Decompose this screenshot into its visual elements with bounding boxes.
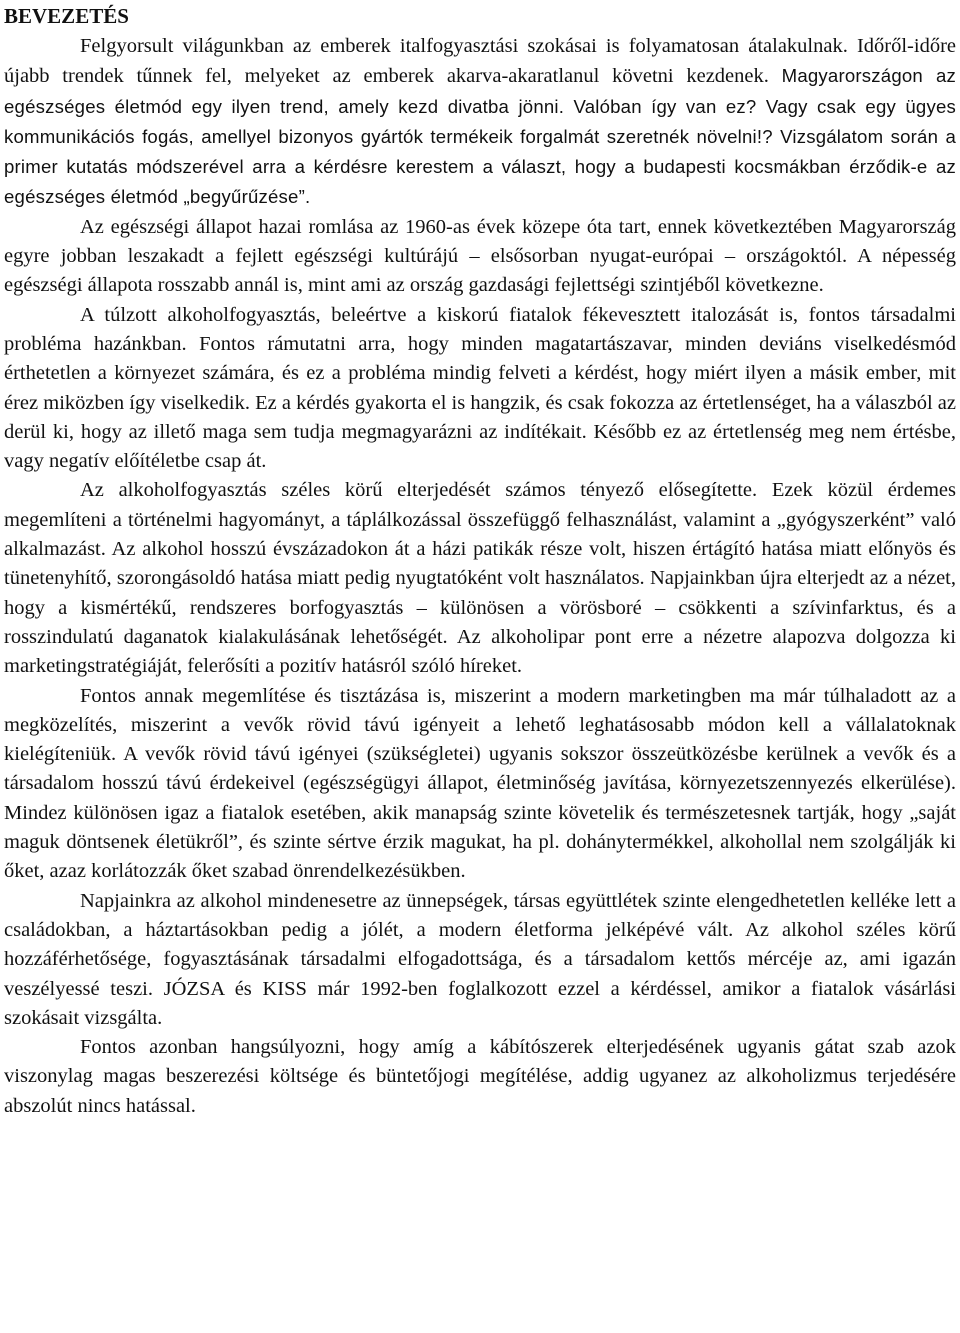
- paragraph-text: Az egészségi állapot hazai romlása az 1960-as évek közepe óta tart, ennek következtében Magyarország egyre jobban leszakadt a fejlett egészségi kultúrájú – elsősorban nyugat-európai – országoktól. A népesség egészségi állapota rosszabb annál is, mint ami az ország gazdasági fejlettségi szintjéből következne.: [4, 215, 956, 297]
- paragraph-intro: [4, 32, 956, 213]
- paragraph-alcohol-spread: [4, 476, 956, 681]
- paragraph-social-acceptance: [4, 887, 956, 1033]
- paragraph-text: Napjainkra az alkohol mindenesetre az ünnepségek, társas együttlétek szinte elengedhetetlen kelléke lett a családokban, a háztartásokban pedig a jólét, a modern életforma jelképévé vált. Az alkohol széles körű hozzáférhetősége, fogyasztásának társadalmi elfogadottsága, és a társadalom kettős mércéje az, ami igazán veszélyessé teszi. JÓZSA és KISS már 1992-ben foglalkozott ezzel a kérdéssel, amikor a fiatalok vásárlási szokásait vizsgálta.: [4, 889, 956, 1029]
- paragraph-text: Felgyorsult világunkban az emberek italfogyasztási szokásai is folyamatosan átalakulnak. Időről-időre újabb trendek tűnnek fel, melyeket az emberek akarva-akaratlanul követni kezdenek.: [4, 35, 956, 88]
- paragraph-text-sans: Magyarországon az egészséges életmód egy ilyen trend, amely kezd divatba jönni. Valóban így van ez? Vagy csak egy ügyes kommunikációs fogás, amellyel bizonyos gyártók termékeik forgalmát szeretnék növelni!? Vizsgálatom során a primer kutatás módszerével arra a kérdésre kerestem a választ, hogy a budapesti kocsmákban érződik-e az egészséges életmód „begyűrűzése”.: [4, 65, 956, 208]
- paragraph-health-status: [4, 213, 956, 301]
- paragraph-text: Az alkoholfogyasztás széles körű elterjedését számos tényező elősegítette. Ezek közül érdemes megemlíteni a történelmi hagyományt, a táplálkozással összefüggő felhasználást, valamint a „gyógyszerként” való alkalmazást. Az alkohol hosszú évszázadokon át a házi patikák része volt, hiszen értágító hatása miatt előnyös és tünetenyhítő, szorongásoldó hatása miatt pedig nyugtatóként volt használatos. Napjainkban újra elterjedt az a nézet, hogy a kismértékű, rendszeres borfogyasztás – különösen a vörösboré – csökkenti a szívinfarktus, és a rosszindulatú daganatok kialakulásának lehetőségét. Az alkoholipar pont erre a nézetre alapozva dolgozza ki marketingstratégiáját, felerősíti a pozitív hatásról szóló híreket.: [4, 479, 956, 678]
- paragraph-alcohol-problem: [4, 301, 956, 477]
- paragraph-text: A túlzott alkoholfogyasztás, beleértve a kiskorú fiatalok fékevesztett italozását is, fontos társadalmi probléma hazánkban. Fontos rámutatni arra, hogy minden magatartászavar, minden deviáns viselkedésmód érthetetlen a környezet számára, és ez a probléma mindig felveti a kérdést, hogy miért ilyen a másik ember, mit érez miközben így viselkedik. Ez a kérdés gyakorta el is hangzik, és csak fokozza az értetlenséget, ha a válaszból az derül ki, hogy az illető maga sem tudja megmagyarázni az indítékait. Később ez az értetlenség meg nem értésbe, vagy negatív előítéletbe csap át.: [4, 303, 956, 473]
- paragraph-text: Fontos azonban hangsúlyozni, hogy amíg a kábítószerek elterjedésének ugyanis gátat szab azok viszonylag magas beszerezési költsége és büntetőjogi megítélése, addig ugyanez az alkoholizmus terjedésére abszolút nincs hatással.: [4, 1036, 956, 1117]
- paragraph-drugs-comparison: [4, 1033, 956, 1121]
- paragraph-text: Fontos annak megemlítése és tisztázása is, miszerint a modern marketingben ma már túlhaladott az a megközelítés, miszerint a vevők rövid távú igényeit a lehető leghatásosabb módon kell a vállalatoknak kielégíteniük. A vevők rövid távú igényei (szükségletei) ugyanis sokszor összeütközésbe kerülnek a vevők és a társadalom hosszú távú érdekeivel (egészségügyi állapot, életminőség javítása, környezetszennyezés elkerülése). Mindez különösen igaz a fiatalok esetében, akik manapság szinte követelik és természetesnek tartják, hogy „saját maguk döntsenek életükről”, és szinte sértve érzik magukat, ha pl. dohánytermékkel, alkohollal nem szolgálják ki őket, azaz korlátozzák őket szabad önrendelkezésükben.: [4, 684, 956, 883]
- paragraph-marketing: [4, 682, 956, 887]
- section-heading: BEVEZETÉS: [4, 4, 129, 28]
- document-page: [4, 0, 956, 1121]
